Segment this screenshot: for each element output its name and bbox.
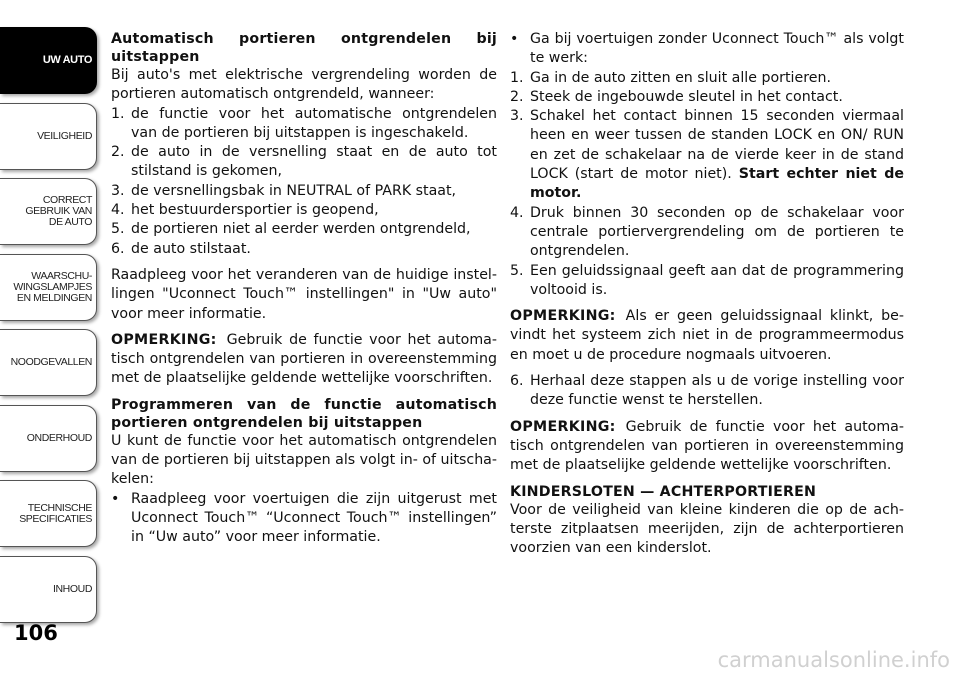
tab-waarschuwingslampjes[interactable]: [0, 254, 97, 321]
section-heading: KINDERSLOTEN — ACHTERPORTIEREN: [510, 483, 817, 500]
tab-technische-specificaties[interactable]: [0, 480, 97, 547]
paragraph: Raadpleeg voor het veranderen van de huidige instel-lingen "Uconnect Touch™ instellingen" in "Uw auto" voor meer informatie.: [111, 266, 497, 322]
intro-paragraph: Bij auto's met elektrische vergrendeling worden de portieren automatisch ontgrendeld, wanneer:: [111, 67, 497, 103]
tab-label: TECHNISCHE SPECIFICATIES: [19, 501, 92, 525]
tab-label: INHOUD: [52, 582, 92, 595]
tab-label: ONDERHOUD: [26, 431, 92, 444]
left-column: [111, 30, 497, 548]
list-item: 6. de auto stilstaat.: [111, 240, 251, 257]
tab-correct-gebruik[interactable]: [0, 178, 97, 245]
list-item: 3. de versnellingsbak in NEUTRAL of PARK staat,: [111, 182, 457, 199]
note-label: OPMERKING:: [111, 331, 217, 348]
list-item: 1. de functie voor het automatische ontgrendelen van de portieren bij uitstappen is ingeschakeld.: [111, 105, 497, 141]
tab-noodgevallen[interactable]: [0, 329, 97, 396]
bullet-item: • Raadpleeg voor voertuigen die zijn uitgerust met Uconnect Touch™ “Uconnect Touch™ instellingen” in “Uw auto” voor meer informatie.: [111, 490, 497, 546]
list-item: 6. Herhaal deze stappen als u de vorige instelling voor deze functie wenst te herstellen.: [510, 373, 904, 409]
note: OPMERKING: Gebruik de functie voor het automa-tisch ontgrendelen van portieren in overeenstemming met de plaatselijke geldende wettelijke voorschriften.: [510, 418, 904, 474]
tab-label: VEILIGHEID: [37, 129, 92, 142]
note-label: OPMERKING:: [510, 418, 616, 435]
list-item: 5. Een geluidssignaal geeft aan dat de programmering voltooid is.: [510, 262, 904, 298]
note: OPMERKING: Gebruik de functie voor het automa-tisch ontgrendelen van portieren in overeenstemming met de plaatselijke geldende wettelijke voorschriften.: [111, 331, 497, 387]
list-item: 3. Schakel het contact binnen 15 seconden viermaal heen en weer tussen de standen LOCK en ON/ RUN en zet de schakelaar na de vierde keer in de stand LOCK (start de motor niet). Start echter niet de motor.: [510, 108, 904, 202]
note: OPMERKING: Als er geen geluidssignaal klinkt, be-vindt het systeem zich niet in de programmeermodus en moet u de procedure nogmaals uitvoeren.: [510, 308, 904, 363]
note-label: OPMERKING:: [510, 308, 616, 325]
list-item: 1. Ga in de auto zitten en sluit alle portieren.: [510, 69, 831, 86]
section-heading: Programmeren van de functie automatisch portieren ontgrendelen bij uitstappen: [111, 396, 497, 431]
paragraph: U kunt de functie voor het automatisch ontgrendelen van de portieren bij uitstappen als volgt in- of uitscha-kelen:: [111, 432, 497, 488]
tab-inhoud[interactable]: [0, 556, 97, 623]
list-item: 2. de auto in de versnelling staat en de auto tot stilstand is gekomen,: [111, 144, 497, 180]
list-item: 4. het bestuurdersportier is geopend,: [111, 202, 379, 219]
list-item: 2. Steek de ingebouwde sleutel in het contact.: [510, 88, 843, 105]
section-heading: Automatisch portieren ontgrendelen bij uitstappen: [111, 31, 497, 65]
list-item: 4. Druk binnen 30 seconden op de schakelaar voor centrale portiervergrendeling om de portieren te ontgrendelen.: [510, 204, 904, 260]
chapter-tabs: [0, 27, 97, 631]
tab-uw-auto[interactable]: [0, 27, 97, 94]
tab-label: CORRECT GEBRUIK VAN DE AUTO: [25, 194, 92, 228]
tab-onderhoud[interactable]: [0, 405, 97, 472]
right-column: [510, 30, 904, 558]
list-item: 5. de portieren niet al eerder werden ontgrendeld,: [111, 221, 471, 238]
tab-label: UW AUTO: [42, 54, 92, 66]
bullet-item: • Ga bij voertuigen zonder Uconnect Touch™ als volgt te werk:: [510, 31, 904, 67]
tab-veiligheid[interactable]: [0, 103, 97, 170]
page-number: 106: [14, 621, 58, 645]
paragraph: Voor de veiligheid van kleine kinderen die op de ach-terste zitplaatsen meerijden, zijn de achterportieren voorzien van een kinderslot.: [510, 501, 904, 557]
watermark: carmanualsonline.info: [717, 648, 950, 672]
tab-label: WAARSCHU- WINGSLAMPJES EN MELDINGEN: [13, 269, 92, 304]
tab-label: NOODGEVALLEN: [10, 356, 92, 368]
